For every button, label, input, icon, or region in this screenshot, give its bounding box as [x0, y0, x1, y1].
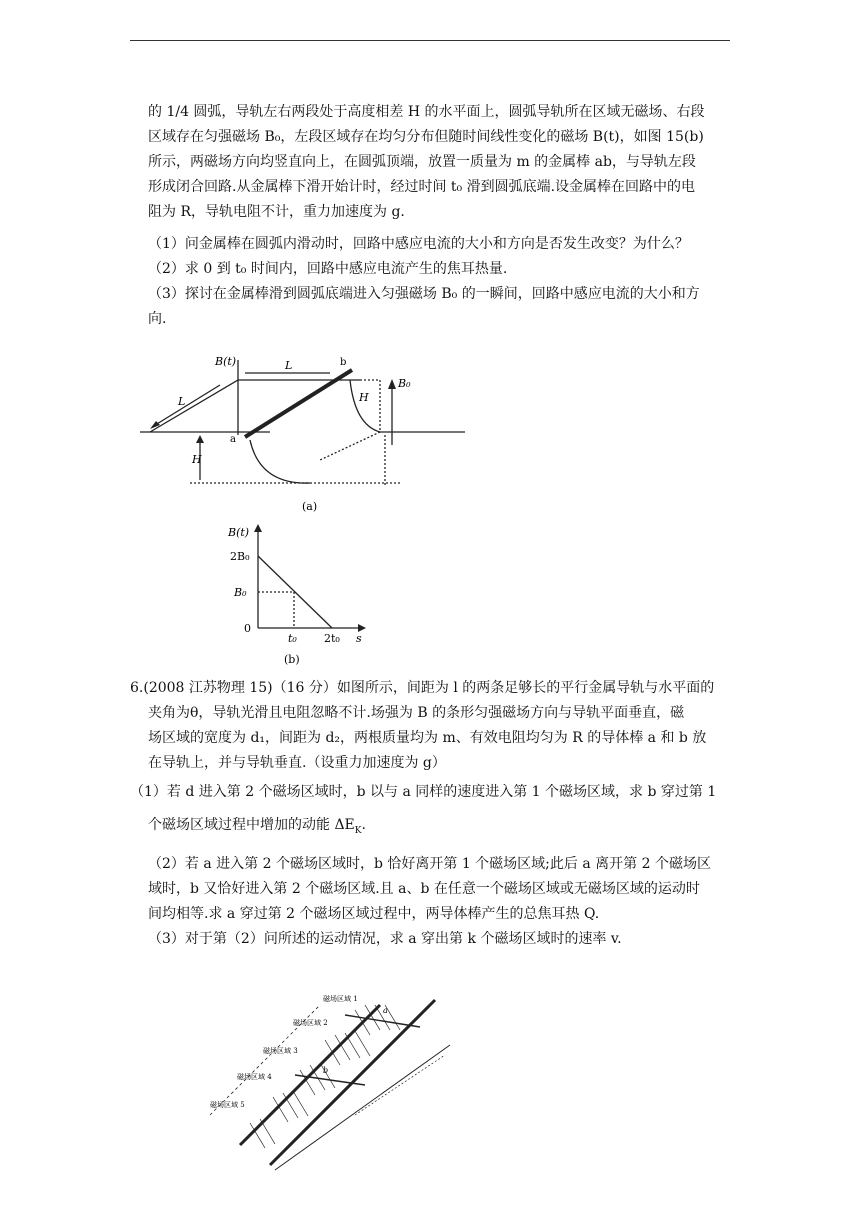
label-L-top: L: [285, 359, 293, 372]
figure-a: [130, 345, 475, 515]
label-L-left: L: [178, 395, 186, 408]
header-rule: [130, 40, 730, 41]
p6-line-2: 夹角为θ，导轨光滑且电阻忽略不计.场强为 B 的条形匀强磁场方向与导轨平面垂直，磁: [148, 705, 685, 721]
intro-line-4: 形成闭合回路.从金属棒下滑开始计时，经过时间 t₀ 滑到圆弧底端.设金属棒在回路中的电: [148, 179, 696, 195]
tick-2B0: 2B₀: [230, 550, 250, 563]
problem-6: [130, 676, 736, 776]
p6-q2a: （2）若 a 进入第 2 个磁场区域时，b 恰好离开第 1 个磁场区域;此后 a 离开第 2 个磁场区: [148, 856, 711, 872]
zone-label-3: 磁场区域 3: [263, 1047, 298, 1055]
label-a: a: [230, 434, 236, 445]
p6-q1a: （1）若 d 进入第 2 个磁场区域时，b 以与 a 同样的速度进入第 1 个磁场区域，求 b 穿过第 1: [130, 784, 717, 800]
intro-line-2: 区域存在匀强磁场 B₀，左段区域存在均匀分布但随时间线性变化的磁场 B(t)，如图 15(b): [148, 129, 704, 145]
tick-B0: B₀: [234, 586, 247, 599]
p6-line-1: 6.(2008 江苏物理 15)（16 分）如图所示，间距为 l 的两条足够长的平行金属导轨与水平面的: [130, 680, 715, 696]
figure-c: [205, 985, 465, 1175]
intro-line-1: 的 1/4 圆弧，导轨左右两段处于高度相差 H 的水平面上，圆弧导轨所在区域无磁场、右段: [148, 104, 705, 120]
p6-q1-end: .: [361, 817, 366, 833]
label-B0: B₀: [398, 377, 411, 390]
rod-a-label: a: [383, 1006, 388, 1015]
figure-b: [222, 518, 372, 668]
tick-t0: t₀: [288, 632, 297, 645]
xlabel-s: s: [356, 632, 362, 645]
p6-q1b-row: [148, 813, 736, 844]
p6-q1-sub: K: [354, 825, 362, 836]
label-b: b: [340, 357, 347, 368]
tick-0: 0: [244, 622, 251, 635]
question-2: （2）求 0 到 t₀ 时间内，回路中感应电流产生的焦耳热量.: [148, 261, 508, 277]
question-3b: 向.: [148, 311, 167, 327]
zone-label-1: 磁场区域 1: [323, 995, 358, 1003]
p6-line-3: 场区域的宽度为 d₁，间距为 d₂，两根质量均为 m、有效电阻均匀为 R 的导体棒 a 和 b 放: [148, 730, 707, 746]
label-H-right: H: [359, 391, 369, 404]
question-1: （1）问金属棒在圆弧内滑动时，回路中感应电流的大小和方向是否发生改变？为什么？: [148, 236, 689, 252]
p6-q1b: 个磁场区域过程中增加的动能 ΔE: [148, 817, 355, 833]
intro-line-3: 所示，两磁场方向均竖直向上，在圆弧顶端，放置一质量为 m 的金属棒 ab，与导轨左段: [148, 154, 696, 170]
ylabel-Bt: B(t): [228, 526, 250, 539]
question-3a: （3）探讨在金属棒滑到圆弧底端进入匀强磁场 B₀ 的一瞬间，回路中感应电流的大小和方: [148, 286, 700, 302]
rod-b-label: b: [323, 1066, 329, 1075]
zone-label-5: 磁场区域 5: [210, 1101, 245, 1109]
label-Bt: B(t): [215, 355, 237, 368]
zone-label-2: 磁场区域 2: [293, 1019, 328, 1027]
tick-2t0: 2t₀: [324, 632, 340, 645]
intro-line-5: 阻为 R，导轨电阻不计，重力加速度为 g.: [148, 204, 405, 220]
caption-b: (b): [284, 653, 300, 666]
p6-q2c: 间均相等.求 a 穿过第 2 个磁场区域过程中，两导体棒产生的总焦耳热 Q.: [148, 906, 600, 922]
p6-q3: （3）对于第（2）问所述的运动情况，求 a 穿出第 k 个磁场区域时的速率 v.: [148, 931, 622, 947]
intro-paragraph: [148, 100, 736, 225]
p6-line-4: 在导轨上，并与导轨垂直.（设重力加速度为 g）: [148, 755, 446, 771]
p6-q2b: 域时，b 又恰好进入第 2 个磁场区域.且 a、b 在任意一个磁场区域或无磁场区域的运动时: [148, 881, 700, 897]
caption-a: (a): [302, 500, 318, 513]
zone-label-4: 磁场区域 4: [237, 1073, 272, 1081]
label-H-left: H: [192, 453, 202, 466]
